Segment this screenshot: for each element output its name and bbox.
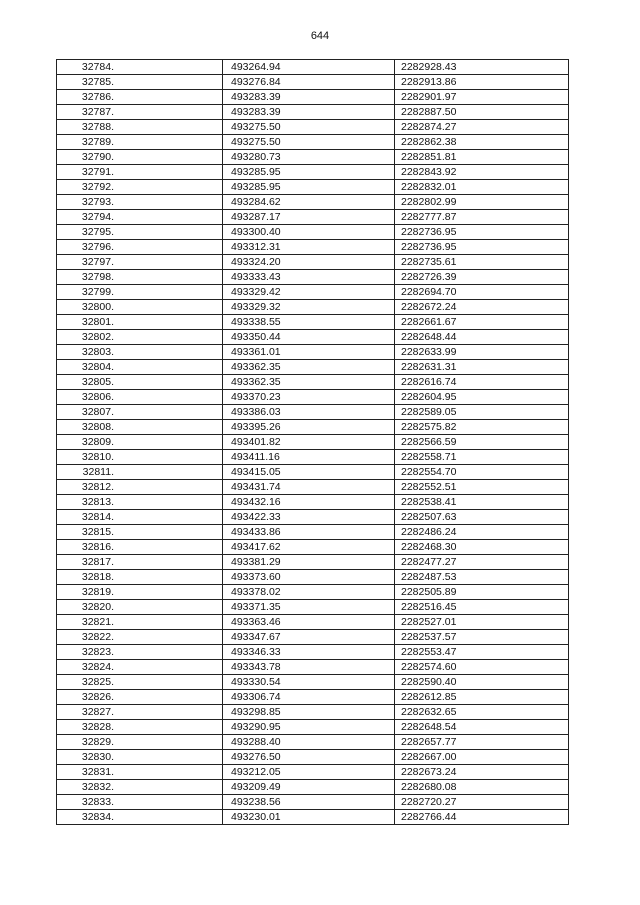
point-number-cell: 32785. — [57, 75, 223, 90]
y-coordinate-cell: 2282673.24 — [395, 765, 569, 780]
point-number-cell: 32786. — [57, 90, 223, 105]
y-coordinate-cell: 2282648.44 — [395, 330, 569, 345]
x-coordinate-cell: 493330.54 — [223, 675, 395, 690]
x-coordinate-cell: 493275.50 — [223, 135, 395, 150]
point-number-cell: 32809. — [57, 435, 223, 450]
y-coordinate-cell: 2282527.01 — [395, 615, 569, 630]
table-row — [57, 405, 569, 420]
x-coordinate-cell: 493361.01 — [223, 345, 395, 360]
x-coordinate-cell: 493395.26 — [223, 420, 395, 435]
table-row — [57, 585, 569, 600]
x-coordinate-cell: 493417.62 — [223, 540, 395, 555]
point-number-cell: 32805. — [57, 375, 223, 390]
point-number-cell: 32788. — [57, 120, 223, 135]
table-row — [57, 615, 569, 630]
table-row — [57, 735, 569, 750]
table-row — [57, 195, 569, 210]
table-row — [57, 675, 569, 690]
y-coordinate-cell: 2282720.27 — [395, 795, 569, 810]
point-number-cell: 32789. — [57, 135, 223, 150]
y-coordinate-cell: 2282554.70 — [395, 465, 569, 480]
x-coordinate-cell: 493343.78 — [223, 660, 395, 675]
x-coordinate-cell: 493362.35 — [223, 360, 395, 375]
x-coordinate-cell: 493283.39 — [223, 90, 395, 105]
x-coordinate-cell: 493287.17 — [223, 210, 395, 225]
table-row — [57, 645, 569, 660]
y-coordinate-cell: 2282901.97 — [395, 90, 569, 105]
point-number-cell: 32790. — [57, 150, 223, 165]
point-number-cell: 32828. — [57, 720, 223, 735]
table-row — [57, 810, 569, 825]
y-coordinate-cell: 2282726.39 — [395, 270, 569, 285]
y-coordinate-cell: 2282612.85 — [395, 690, 569, 705]
point-number-cell: 32813. — [57, 495, 223, 510]
y-coordinate-cell: 2282537.57 — [395, 630, 569, 645]
y-coordinate-cell: 2282667.00 — [395, 750, 569, 765]
point-number-cell: 32784. — [57, 60, 223, 75]
point-number-cell: 32824. — [57, 660, 223, 675]
y-coordinate-cell: 2282843.92 — [395, 165, 569, 180]
x-coordinate-cell: 493401.82 — [223, 435, 395, 450]
y-coordinate-cell: 2282558.71 — [395, 450, 569, 465]
x-coordinate-cell: 493312.31 — [223, 240, 395, 255]
table-row — [57, 435, 569, 450]
point-number-cell: 32830. — [57, 750, 223, 765]
x-coordinate-cell: 493371.35 — [223, 600, 395, 615]
y-coordinate-cell: 2282616.74 — [395, 375, 569, 390]
y-coordinate-cell: 2282735.61 — [395, 255, 569, 270]
y-coordinate-cell: 2282633.99 — [395, 345, 569, 360]
point-number-cell: 32795. — [57, 225, 223, 240]
y-coordinate-cell: 2282887.50 — [395, 105, 569, 120]
y-coordinate-cell: 2282468.30 — [395, 540, 569, 555]
x-coordinate-cell: 493230.01 — [223, 810, 395, 825]
y-coordinate-cell: 2282631.31 — [395, 360, 569, 375]
table-row — [57, 525, 569, 540]
table-row — [57, 60, 569, 75]
point-number-cell: 32802. — [57, 330, 223, 345]
y-coordinate-cell: 2282566.59 — [395, 435, 569, 450]
table-row — [57, 540, 569, 555]
point-number-cell: 32811. — [57, 465, 223, 480]
y-coordinate-cell: 2282648.54 — [395, 720, 569, 735]
y-coordinate-cell: 2282851.81 — [395, 150, 569, 165]
table-row — [57, 720, 569, 735]
x-coordinate-cell: 493373.60 — [223, 570, 395, 585]
x-coordinate-cell: 493264.94 — [223, 60, 395, 75]
table-row — [57, 480, 569, 495]
y-coordinate-cell: 2282538.41 — [395, 495, 569, 510]
x-coordinate-cell: 493333.43 — [223, 270, 395, 285]
table-row — [57, 225, 569, 240]
y-coordinate-cell: 2282913.86 — [395, 75, 569, 90]
point-number-cell: 32822. — [57, 630, 223, 645]
x-coordinate-cell: 493288.40 — [223, 735, 395, 750]
table-row — [57, 105, 569, 120]
y-coordinate-cell: 2282657.77 — [395, 735, 569, 750]
table-row — [57, 795, 569, 810]
point-number-cell: 32801. — [57, 315, 223, 330]
y-coordinate-cell: 2282777.87 — [395, 210, 569, 225]
point-number-cell: 32808. — [57, 420, 223, 435]
table-row — [57, 270, 569, 285]
y-coordinate-cell: 2282802.99 — [395, 195, 569, 210]
y-coordinate-cell: 2282590.40 — [395, 675, 569, 690]
x-coordinate-cell: 493350.44 — [223, 330, 395, 345]
y-coordinate-cell: 2282552.51 — [395, 480, 569, 495]
table-row — [57, 315, 569, 330]
x-coordinate-cell: 493276.50 — [223, 750, 395, 765]
y-coordinate-cell: 2282487.53 — [395, 570, 569, 585]
table-row — [57, 570, 569, 585]
point-number-cell: 32810. — [57, 450, 223, 465]
y-coordinate-cell: 2282507.63 — [395, 510, 569, 525]
y-coordinate-cell: 2282928.43 — [395, 60, 569, 75]
x-coordinate-cell: 493276.84 — [223, 75, 395, 90]
y-coordinate-cell: 2282766.44 — [395, 810, 569, 825]
point-number-cell: 32792. — [57, 180, 223, 195]
x-coordinate-cell: 493378.02 — [223, 585, 395, 600]
x-coordinate-cell: 493431.74 — [223, 480, 395, 495]
coordinate-table-body — [57, 60, 569, 825]
point-number-cell: 32812. — [57, 480, 223, 495]
point-number-cell: 32797. — [57, 255, 223, 270]
x-coordinate-cell: 493238.56 — [223, 795, 395, 810]
point-number-cell: 32820. — [57, 600, 223, 615]
point-number-cell: 32825. — [57, 675, 223, 690]
point-number-cell: 32819. — [57, 585, 223, 600]
table-row — [57, 630, 569, 645]
x-coordinate-cell: 493347.67 — [223, 630, 395, 645]
x-coordinate-cell: 493275.50 — [223, 120, 395, 135]
point-number-cell: 32806. — [57, 390, 223, 405]
table-row — [57, 600, 569, 615]
point-number-cell: 32787. — [57, 105, 223, 120]
x-coordinate-cell: 493285.95 — [223, 180, 395, 195]
point-number-cell: 32796. — [57, 240, 223, 255]
point-number-cell: 32816. — [57, 540, 223, 555]
y-coordinate-cell: 2282832.01 — [395, 180, 569, 195]
table-row — [57, 210, 569, 225]
x-coordinate-cell: 493362.35 — [223, 375, 395, 390]
point-number-cell: 32800. — [57, 300, 223, 315]
x-coordinate-cell: 493280.73 — [223, 150, 395, 165]
x-coordinate-cell: 493415.05 — [223, 465, 395, 480]
x-coordinate-cell: 493329.32 — [223, 300, 395, 315]
table-row — [57, 120, 569, 135]
point-number-cell: 32794. — [57, 210, 223, 225]
point-number-cell: 32827. — [57, 705, 223, 720]
point-number-cell: 32834. — [57, 810, 223, 825]
table-row — [57, 495, 569, 510]
x-coordinate-cell: 493298.85 — [223, 705, 395, 720]
y-coordinate-cell: 2282862.38 — [395, 135, 569, 150]
x-coordinate-cell: 493329.42 — [223, 285, 395, 300]
y-coordinate-cell: 2282604.95 — [395, 390, 569, 405]
table-row — [57, 375, 569, 390]
table-row — [57, 285, 569, 300]
x-coordinate-cell: 493300.40 — [223, 225, 395, 240]
table-row — [57, 165, 569, 180]
y-coordinate-cell: 2282680.08 — [395, 780, 569, 795]
table-row — [57, 150, 569, 165]
table-row — [57, 360, 569, 375]
y-coordinate-cell: 2282694.70 — [395, 285, 569, 300]
y-coordinate-cell: 2282632.65 — [395, 705, 569, 720]
y-coordinate-cell: 2282477.27 — [395, 555, 569, 570]
x-coordinate-cell: 493346.33 — [223, 645, 395, 660]
point-number-cell: 32799. — [57, 285, 223, 300]
table-row — [57, 780, 569, 795]
y-coordinate-cell: 2282486.24 — [395, 525, 569, 540]
x-coordinate-cell: 493411.16 — [223, 450, 395, 465]
y-coordinate-cell: 2282672.24 — [395, 300, 569, 315]
x-coordinate-cell: 493422.33 — [223, 510, 395, 525]
table-row — [57, 255, 569, 270]
point-number-cell: 32826. — [57, 690, 223, 705]
point-number-cell: 32821. — [57, 615, 223, 630]
x-coordinate-cell: 493283.39 — [223, 105, 395, 120]
point-number-cell: 32817. — [57, 555, 223, 570]
x-coordinate-cell: 493386.03 — [223, 405, 395, 420]
y-coordinate-cell: 2282516.45 — [395, 600, 569, 615]
y-coordinate-cell: 2282736.95 — [395, 225, 569, 240]
table-row — [57, 510, 569, 525]
table-row — [57, 555, 569, 570]
table-row — [57, 330, 569, 345]
y-coordinate-cell: 2282553.47 — [395, 645, 569, 660]
table-row — [57, 660, 569, 675]
table-row — [57, 450, 569, 465]
point-number-cell: 32831. — [57, 765, 223, 780]
point-number-cell: 32818. — [57, 570, 223, 585]
coordinate-table — [56, 59, 569, 825]
x-coordinate-cell: 493381.29 — [223, 555, 395, 570]
x-coordinate-cell: 493209.49 — [223, 780, 395, 795]
table-row — [57, 705, 569, 720]
y-coordinate-cell: 2282574.60 — [395, 660, 569, 675]
point-number-cell: 32791. — [57, 165, 223, 180]
point-number-cell: 32798. — [57, 270, 223, 285]
table-row — [57, 765, 569, 780]
point-number-cell: 32815. — [57, 525, 223, 540]
y-coordinate-cell: 2282736.95 — [395, 240, 569, 255]
table-row — [57, 750, 569, 765]
x-coordinate-cell: 493284.62 — [223, 195, 395, 210]
point-number-cell: 32807. — [57, 405, 223, 420]
x-coordinate-cell: 493433.86 — [223, 525, 395, 540]
x-coordinate-cell: 493338.55 — [223, 315, 395, 330]
table-row — [57, 240, 569, 255]
x-coordinate-cell: 493285.95 — [223, 165, 395, 180]
table-row — [57, 90, 569, 105]
table-row — [57, 345, 569, 360]
point-number-cell: 32829. — [57, 735, 223, 750]
point-number-cell: 32804. — [57, 360, 223, 375]
table-row — [57, 300, 569, 315]
point-number-cell: 32823. — [57, 645, 223, 660]
point-number-cell: 32793. — [57, 195, 223, 210]
table-row — [57, 465, 569, 480]
table-row — [57, 135, 569, 150]
x-coordinate-cell: 493212.05 — [223, 765, 395, 780]
y-coordinate-cell: 2282874.27 — [395, 120, 569, 135]
y-coordinate-cell: 2282505.89 — [395, 585, 569, 600]
x-coordinate-cell: 493370.23 — [223, 390, 395, 405]
point-number-cell: 32803. — [57, 345, 223, 360]
table-row — [57, 690, 569, 705]
x-coordinate-cell: 493363.46 — [223, 615, 395, 630]
y-coordinate-cell: 2282589.05 — [395, 405, 569, 420]
page-number: 644 — [310, 30, 330, 42]
table-row — [57, 390, 569, 405]
point-number-cell: 32832. — [57, 780, 223, 795]
x-coordinate-cell: 493432.16 — [223, 495, 395, 510]
table-row — [57, 75, 569, 90]
x-coordinate-cell: 493324.20 — [223, 255, 395, 270]
x-coordinate-cell: 493306.74 — [223, 690, 395, 705]
y-coordinate-cell: 2282575.82 — [395, 420, 569, 435]
table-row — [57, 180, 569, 195]
x-coordinate-cell: 493290.95 — [223, 720, 395, 735]
table-row — [57, 420, 569, 435]
y-coordinate-cell: 2282661.67 — [395, 315, 569, 330]
point-number-cell: 32833. — [57, 795, 223, 810]
point-number-cell: 32814. — [57, 510, 223, 525]
